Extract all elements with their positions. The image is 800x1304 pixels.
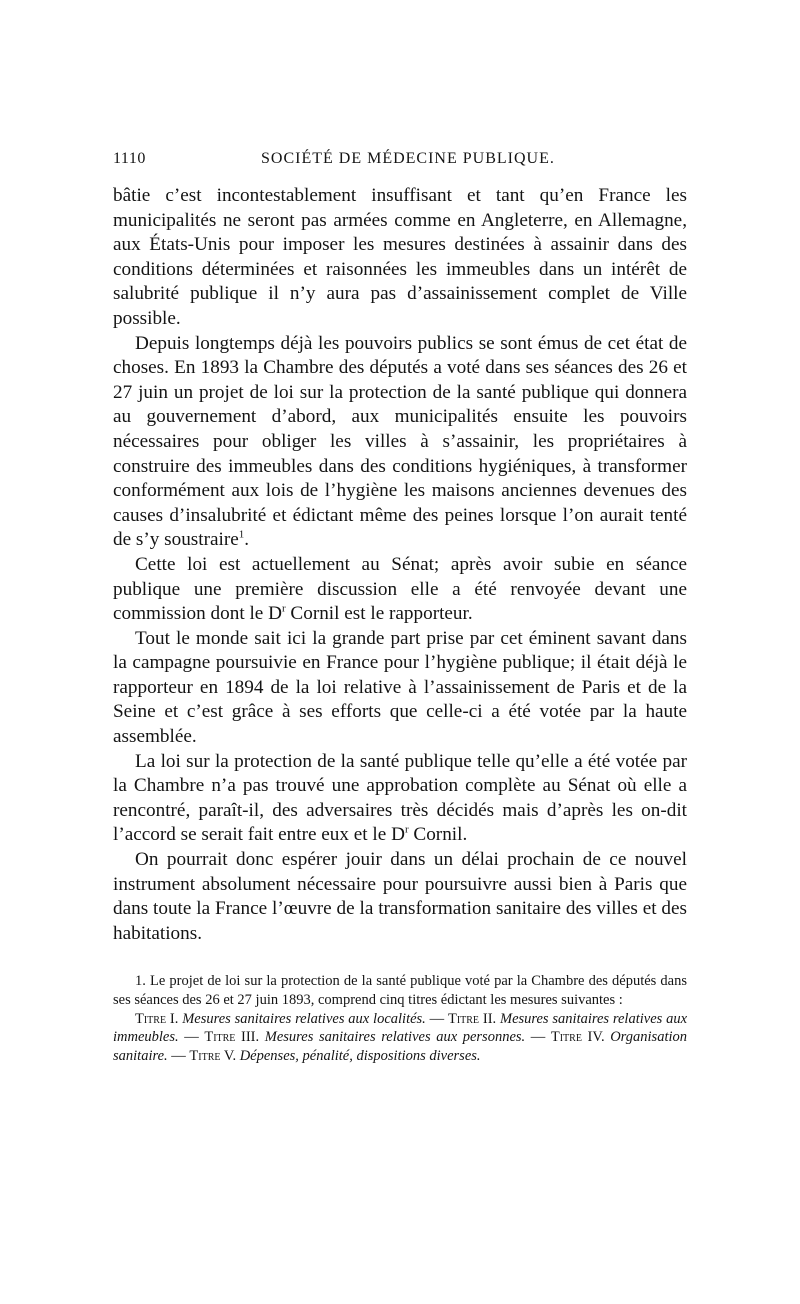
doctor-superscript: r: [404, 824, 409, 837]
title-5-label: Titre V.: [189, 1047, 237, 1064]
footnote-1-intro: 1. Le projet de loi sur la protection de la santé publique voté par la Chambre des députés dans ses séances des 26 et 27 juin 1893, comprend cinq titres édictant les mesures suivantes :: [113, 973, 687, 1008]
title-3-text: Mesures sanitaires relatives aux personnes.: [264, 1029, 526, 1046]
paragraph-1: bâtie c’est incontestablement insuffisant et tant qu’en France les municipalités ne seront pas armées comme en Angleterre, en Allemagne, aux États-Unis pour imposer les mesures destinées à assainir dans des conditions déterminées et raisonnées les immeubles dans un intérêt de salubrité publique il n’y aura pas d’assainissement complet de Ville possible.: [113, 185, 687, 329]
title-2-label: Titre II.: [447, 1010, 497, 1027]
separator: —: [525, 1029, 551, 1046]
title-5-text: Dépenses, pénalité, dispositions diverses.: [239, 1047, 481, 1064]
separator: —: [425, 1010, 448, 1027]
page-number: 1110: [113, 150, 146, 167]
title-4-text: Organisation sanitaire.: [113, 1029, 688, 1064]
paragraph-5-end: Cornil.: [408, 824, 468, 846]
doctor-superscript: r: [281, 602, 286, 615]
running-head: [113, 150, 687, 176]
separator: —: [167, 1047, 190, 1064]
title-1-text: Mesures sanitaires relatives aux localités.: [182, 1010, 426, 1027]
body-text: [113, 184, 687, 946]
paragraph-6: On pourrait donc espérer jouir dans un délai prochain de ce nouvel instrument absolument nécessaire pour poursuivre aussi bien à Paris que dans toute la France l’œuvre de la transformation sanitaire des villes et des habitations.: [113, 849, 687, 944]
paragraph-2: [113, 332, 687, 553]
paragraph-3-end: Cornil est le rapporteur.: [285, 603, 473, 625]
paragraph-5-text: La loi sur la protection de la santé publique telle qu’elle a été votée par la Chambre n’a pas trouvé une approbation complète au Sénat où elle a rencontré, paraît-il, des adversaires très décidés mais d’après les on-dit l’accord se serait fait entre eux et le D: [113, 750, 687, 846]
footnote-1-titles: [113, 1010, 687, 1066]
paragraph-3: [113, 553, 687, 627]
paragraph-3-text: Cette loi est actuellement au Sénat; après avoir subie en séance publique une première discussion elle a été renvoyée devant une commission dont le D: [113, 553, 687, 625]
title-1-label: Titre I.: [135, 1010, 179, 1027]
title-4-label: Titre IV.: [550, 1029, 605, 1046]
book-page: [113, 150, 687, 1065]
paragraph-2-text: Depuis longtemps déjà les pouvoirs publics se sont émus de cet état de choses. En 1893 la Chambre des députés a voté dans ses séances des 26 et 27 juin un projet de loi sur la protection de la santé publique qui donnera au gouvernement d’abord, aux municipalités ensuite les pouvoirs nécessaires pour obliger les villes à s’assainir, les propriétaires à construire des immeubles dans des conditions hygiéniques, à transformer conformément aux lois de l’hygiène les maisons anciennes devenues des causes d’insalubrité et édictant même des peines lorsque l’on aurait tenté de s’y soustraire: [113, 332, 687, 551]
footnotes: [113, 972, 687, 1065]
title-3-label: Titre III.: [204, 1029, 260, 1046]
separator: —: [178, 1029, 205, 1046]
paragraph-2-end: .: [244, 529, 250, 551]
title-2-text: Mesures sanitaires relatives aux immeubles.: [113, 1010, 688, 1046]
footnote-reference: 1: [238, 528, 245, 541]
running-title: SOCIÉTÉ DE MÉDECINE PUBLIQUE.: [261, 150, 555, 167]
paragraph-5: [113, 750, 687, 848]
paragraph-4: Tout le monde sait ici la grande part prise par cet éminent savant dans la campagne poursuivie en France pour l’hygiène publique; il était déjà le rapporteur en 1894 de la loi relative à l’assainissement de Paris et de la Seine et c’est grâce à ses efforts que celle-ci a été votée par la haute assemblée.: [113, 627, 687, 748]
